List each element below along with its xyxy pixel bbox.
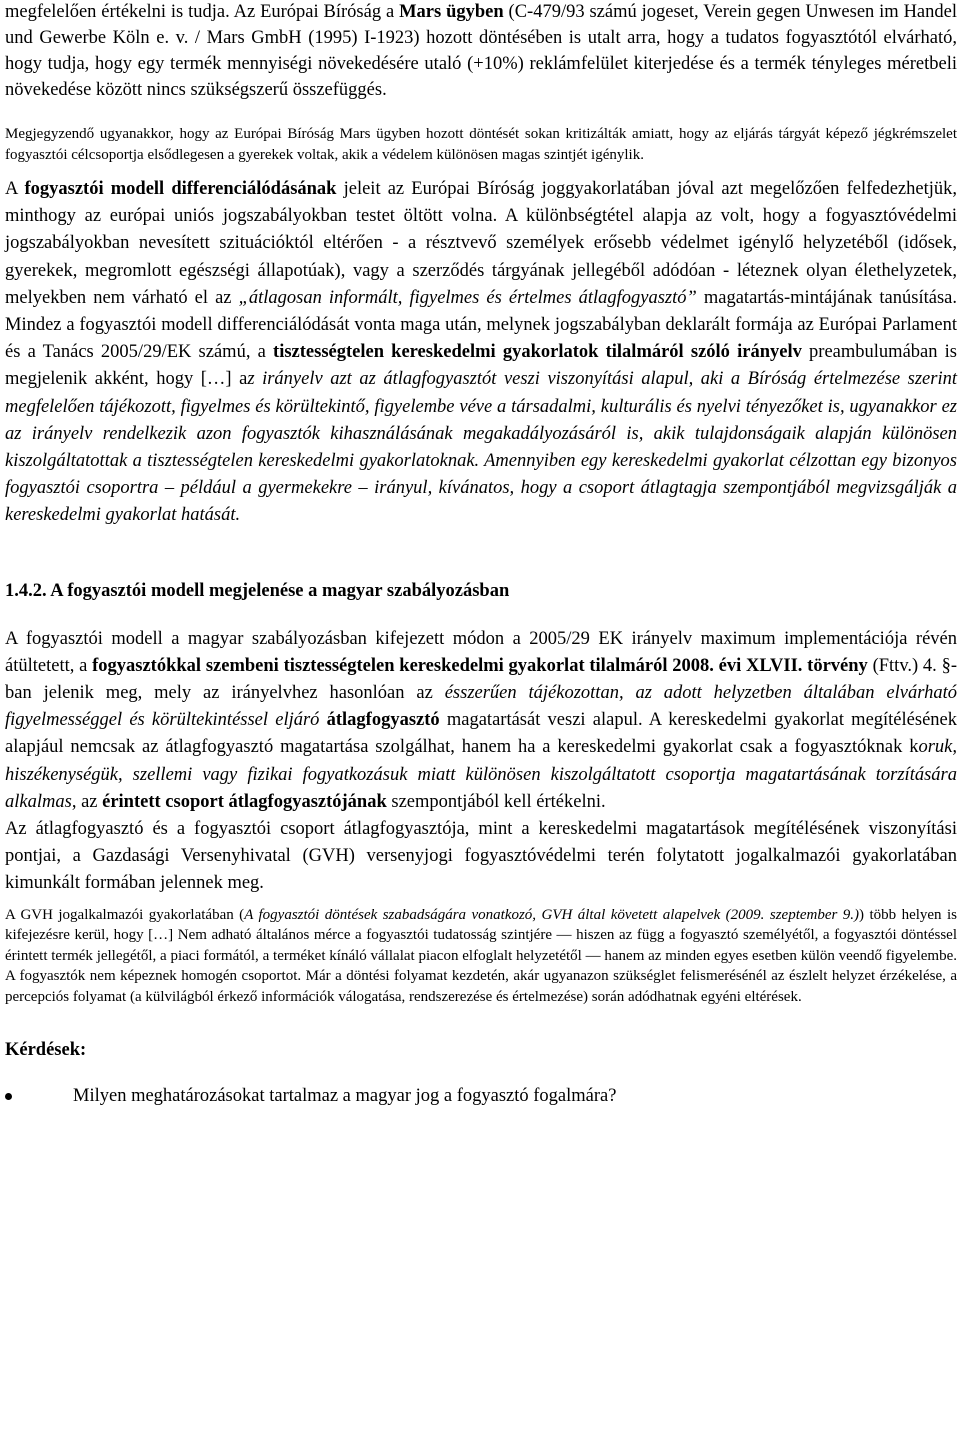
questions-list [5, 1083, 957, 1109]
bullet-icon [5, 1093, 12, 1100]
text-run: magatartás-mintájának tanúsítása. Mindez a fogyasztói modell differenciálódását vonta maga után, melynek jogszabályban deklarált formája az Európai Parlament és a Tanács 2005/29/EK számú, a [5, 287, 957, 363]
text-run: (Fttv.) 4. §-ban jelenik meg, mely az irányelvhez hasonlóan az [5, 655, 957, 704]
text-run: A fogyasztói modell a magyar szabályozásban kifejezett módon a 2005/29 EK irányelv maximum implementációja révén átültetett, a [5, 628, 957, 676]
text-run: preambulumában is megjelenik akként, hogy […] a [5, 342, 958, 390]
paragraph-gvh: Az átlagfogyasztó és a fogyasztói csoport átlagfogyasztója, mint a kereskedelmi magatartások megítélésének viszonyítási pontjai, a Gazdasági Versenyhivatal (GVH) versenyjogi fogyasztóvédelmi terén folytatott jogalkalmazói gyakorlatában kimunkált formában jelennek meg. [5, 819, 957, 894]
italic-run-quote: z irányelv azt az átlagfogyasztót veszi viszonyítási alapul, aki a Bíróság értelmezése szerint megfelelően tájékozott, figyelmes és körültekintő, figyelembe véve a társadalmi, kulturális és nyelvi tényezőket is, ugyanakkor ez az irányelv rendelkezik azon fogyasztók kihasználásának megakadályozásáról is, akik tulajdonságaik alapján különösen kiszolgáltatottak a tisztességtelen kereskedelmi gyakorlatoknak. Amennyiben egy kereskedelmi gyakorlat célzottan egy bizonyos fogyasztói csoportra – például a gyermekekre – irányul, kívánatos, hogy a csoport átlagtagja szempontjából megvizsgálják a kereskedelmi gyakorlat hatását. [5, 369, 957, 526]
text-run: A GVH jogalkalmazói gyakorlatában ( [5, 906, 245, 923]
text-run: jeleit az Európai Bíróság joggyakorlatában jóval azt megelőzően felfedezhetjük, minthogy az európai uniós jogszabályokban testet öltött volna. A különbségtétel alapja az volt, hogy a fogyasztóvédelmi jogszabályokban nevesített szituációktól eltérően - a résztvevő személyek erősebb védelmet igénylő helyzetéből (idősek, gyerekek, megromlott egészségi állapotúak), vagy a szerződés tárgyának jellegéből adódóan - léteznek olyan élethelyzetek, melyekben nem várható el az [5, 179, 957, 308]
bold-run: érintett csoport átlagfogyasztójának [102, 791, 387, 812]
bold-run-law: fogyasztókkal szembeni tisztességtelen kereskedelmi gyakorlat tilalmáról 2008. évi XLVII. törvény [92, 655, 868, 676]
paragraph-model-differentiation [5, 176, 957, 530]
question-text: Milyen meghatározásokat tartalmaz a magyar jog a fogyasztó fogalmára? [73, 1086, 617, 1107]
document-page [5, 0, 957, 1109]
text-run: megfelelően értékelni is tudja. Az Európai Bíróság a [5, 2, 400, 22]
bold-run: átlagfogyasztó [326, 710, 440, 731]
text-run: , az [71, 791, 103, 812]
text-run [319, 710, 326, 730]
text-run: ) több helyen is kifejezésre kerül, hogy […] Nem adható általános mérce a fogyasztói tudatosság szintjére — hiszen az függ a fogyasztó személyétől, a fogyasztói döntéssel érintett termék jellegétől, a piaci formától, a terméket kínáló vállalat piacon elfoglalt helyzetétől — hanem az minden egyes esetben külön veendő figyelembe. A fogyasztók nem képeznek homogén csoportot. Már a döntési folyamat kezdetén, akár ugyanazon szükséglet felismerésénél az észlelt helyzet érzékelése, a percepciós folyamat (a külvilágból érkező információk válogatása, rendszerezése és értelmezése) során adódhatnak egyéni eltérések. [5, 906, 957, 1005]
italic-run: „átlagosan informált, figyelmes és értelmes átlagfogyasztó” [238, 287, 697, 308]
list-item [5, 1083, 957, 1109]
text-run: szempontjából kell értékelni. [386, 791, 606, 812]
bold-run-mars: Mars ügyben [399, 2, 504, 22]
paragraph-hungarian-regulation [5, 626, 957, 816]
text-run: (C-479/93 számú jogeset, Verein gegen Unwesen im Handel und Gewerbe Köln e. v. / Mars GmbH (1995) I-1923) hozott döntésében is utalt arra, hogy a tudatos fogyasztótól elvárható, hogy tudja, hogy egy termék mennyiségi növekedésére utaló (+10%) reklámfelület kiterjedése és a termék tényleges méretbeli növekedése között nincs szükségszerű összefüggés. [5, 2, 957, 100]
text-run: A [5, 179, 25, 199]
italic-run: ésszerűen tájékozottan, az adott helyzetben általában elvárható figyelmességgel és körültekintéssel eljáró [5, 683, 958, 731]
section-heading: 1.4.2. A fogyasztói modell megjelenése a magyar szabályozásban [5, 580, 510, 601]
bold-run-directive: tisztességtelen kereskedelmi gyakorlatok tilalmáról szóló irányelv [273, 342, 802, 363]
text-run: magatartását veszi alapul. A kereskedelmi gyakorlat megítélésének alapjául nemcsak az átlagfogyasztó magatartása szolgálhat, hanem ha a kereskedelmi gyakorlat csak a fogyasztóknak k [5, 710, 957, 758]
italic-run: A fogyasztói döntések szabadságára vonatkozó, GVH által követett alapelvek (2009. szeptember 9.) [244, 906, 860, 923]
bold-run: fogyasztói modell differenciálódásának [24, 179, 337, 199]
questions-heading: Kérdések: [5, 1040, 87, 1061]
note-gvh-practice [5, 905, 957, 1008]
note-criticism: Megjegyzendő ugyanakkor, hogy az Európai Bíróság Mars ügyben hozott döntését sokan kritizálták amiatt, hogy az eljárás tárgyát képező jégkrémszelet fogyasztói célcsoportja elsődlegesen a gyerekek voltak, akik a védelem különösen magas szintjét igénylik. [5, 126, 957, 163]
paragraph-mars-case [5, 0, 957, 103]
italic-run: oruk, hiszékenységük, szellemi vagy fizikai fogyatkozásuk miatt különösen kiszolgáltatott csoportja magatartásának torzítására alkalmas [5, 737, 957, 812]
